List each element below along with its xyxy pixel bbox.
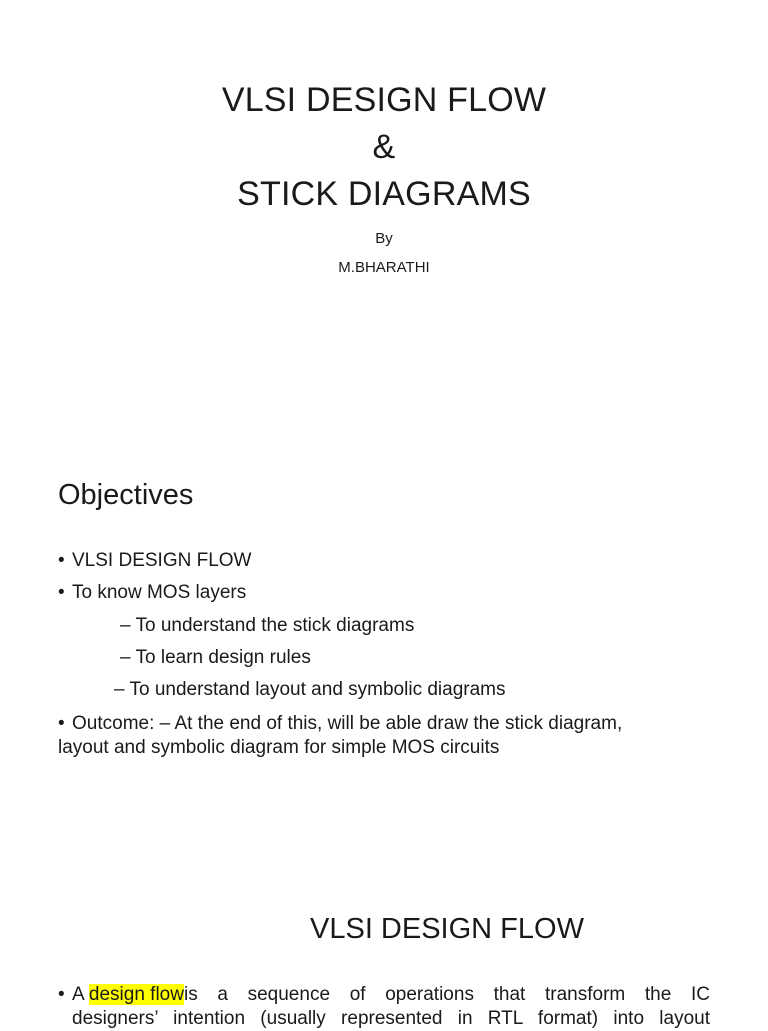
objective-item-text: To know MOS layers [72, 582, 247, 603]
paragraph-lead [58, 983, 184, 1007]
author-name: M.BHARATHI [338, 259, 430, 276]
bullet-icon: • [58, 550, 65, 571]
outcome-line-1 [58, 712, 622, 736]
slide-title-line-2: & [372, 128, 396, 166]
highlighted-term: design flow [88, 984, 184, 1005]
objective-subitem: – To understand layout and symbolic diagrams [114, 679, 506, 700]
design-flow-heading: VLSI DESIGN FLOW [310, 913, 584, 945]
slide-title-line-1: VLSI DESIGN FLOW [221, 81, 547, 119]
paragraph-prefix: A [72, 984, 89, 1005]
objective-subitem: – To understand the stick diagrams [120, 615, 415, 636]
by-label: By [375, 230, 393, 247]
objective-item-text: VLSI DESIGN FLOW [72, 550, 252, 571]
paragraph-rest: is a sequence of operations that transform the IC [183, 984, 710, 1005]
outcome-text-1: Outcome: – At the end of this, will be able draw the stick diagram, [72, 713, 623, 734]
objective-item [58, 581, 246, 605]
paragraph-line-2: designers’ intention (usually represented in RTL format) into layout [72, 1008, 710, 1029]
outcome-line-2: layout and symbolic diagram for simple MOS circuits [58, 737, 500, 758]
bullet-icon: • [58, 984, 65, 1005]
bullet-icon: • [58, 713, 65, 734]
objective-item [58, 549, 251, 573]
slide-title-line-3: STICK DIAGRAMS [237, 175, 531, 213]
bullet-icon: • [58, 582, 65, 603]
objectives-heading: Objectives [58, 479, 194, 511]
objective-subitem: – To learn design rules [120, 647, 311, 668]
paragraph-line-1 [58, 983, 710, 1007]
